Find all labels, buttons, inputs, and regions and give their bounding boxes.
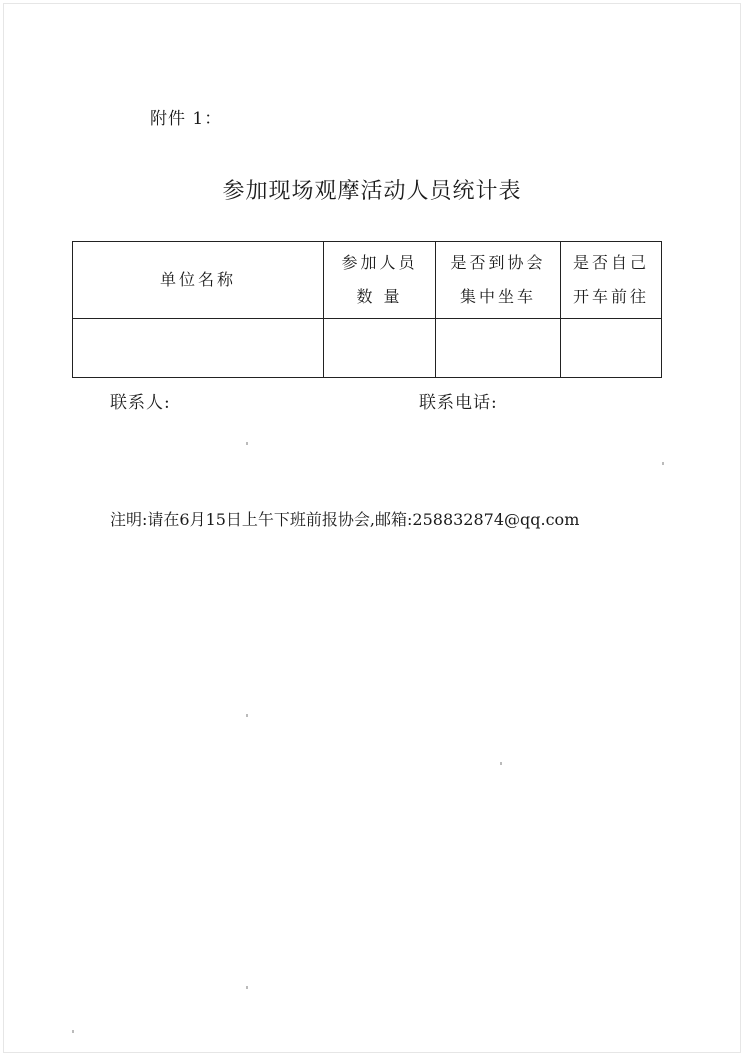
header-association-bus (436, 242, 561, 319)
table-cell[interactable] (436, 319, 561, 378)
header-unit-name-text: 单位名称 (159, 270, 236, 289)
header-unit-name (73, 242, 324, 319)
header-association-bus-line1: 是否到协会 (450, 253, 546, 272)
table-cell[interactable] (561, 319, 662, 378)
scan-speck (500, 762, 502, 765)
attachment-label: 附件 1： (150, 109, 223, 129)
header-self-drive-line1: 是否自己 (572, 253, 649, 272)
header-association-bus-line2: 集中坐车 (459, 287, 536, 306)
table-cell[interactable] (324, 319, 436, 378)
scan-speck (72, 1030, 74, 1033)
header-participant-count (324, 242, 436, 319)
scan-speck (246, 714, 248, 717)
header-participant-count-line1: 参加人员 (341, 253, 418, 272)
contact-phone-label: 联系电话: (419, 393, 498, 413)
scan-speck (246, 442, 248, 445)
submission-note: 注明:请在6月15日上午下班前报协会,邮箱:258832874@qq.com (110, 510, 580, 529)
statistics-table (72, 241, 662, 378)
table-row (73, 319, 662, 378)
scan-speck (246, 986, 248, 989)
table-header-row (73, 242, 662, 319)
contact-person-label: 联系人: (110, 393, 171, 413)
table-cell[interactable] (73, 319, 324, 378)
header-self-drive-line2: 开车前往 (572, 287, 649, 306)
scan-speck (662, 462, 664, 465)
document-title: 参加现场观摩活动人员统计表 (222, 179, 522, 204)
header-participant-count-line2: 数 量 (356, 287, 403, 306)
header-self-drive (561, 242, 662, 319)
